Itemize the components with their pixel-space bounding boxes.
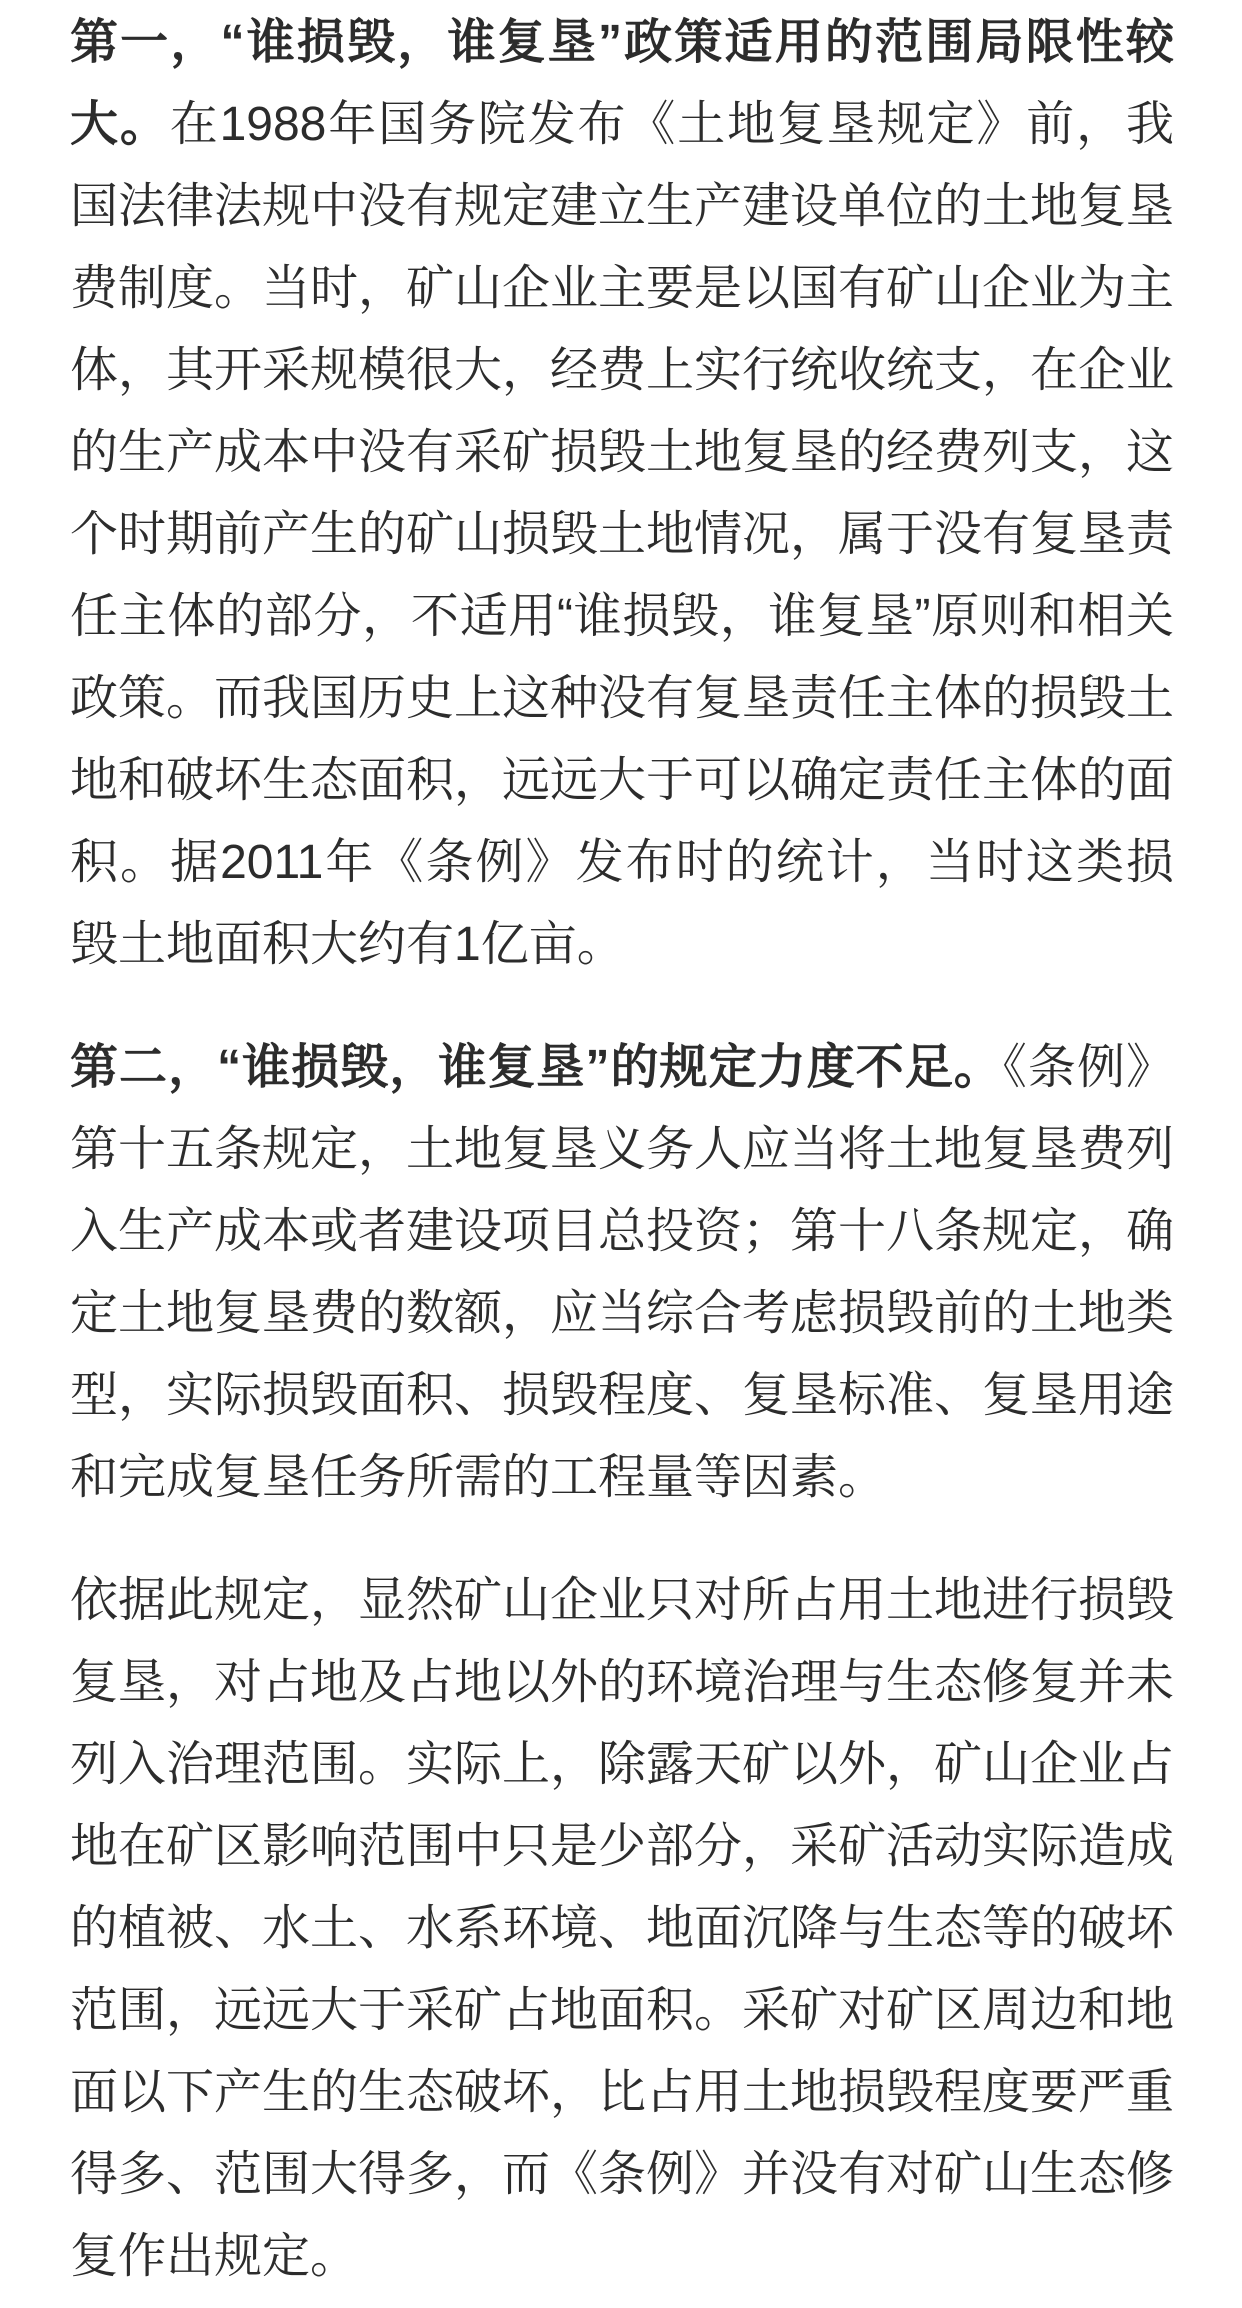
paragraph-analysis-text: 依据此规定，显然矿山企业只对所占用土地进行损毁复垦，对占地及占地以外的环境治理与生态修复并未列入治理范围。实际上，除露天矿以外，矿山企业占地在矿区影响范围中只是少部分，采矿活动实际造成的植被、水土、水系环境、地面沉降与生态等的破坏范围，远远大于采矿占地面积。采矿对矿区周边和地面以下产生的生态破坏，比占用土地损毁程度要严重得多、范围大得多，而《条例》并没有对矿山生态修复作出规定。: [70, 1574, 1175, 2283]
paragraph-point-two-text: 《条例》第十五条规定，土地复垦义务人应当将土地复垦费列入生产成本或者建设项目总投资；第十八条规定，确定土地复垦费的数额，应当综合考虑损毁前的土地类型，实际损毁面积、损毁程度、复垦标准、复垦用途和完成复垦任务所需的工程量等因素。: [70, 1041, 1175, 1504]
paragraph-point-one-lead: 第一，“谁损毁，谁复垦”政策适用的范围局限性较大。: [70, 16, 1174, 151]
paragraph-point-one-text: 在1988年国务院发布《土地复垦规定》前，我国法律法规中没有规定建立生产建设单位的土地复垦费制度。当时，矿山企业主要是以国有矿山企业为主体，其开采规模很大，经费上实行统收统支，在企业的生产成本中没有采矿损毁土地复垦的经费列支，这个时期前产生的矿山损毁土地情况，属于没有复垦责任主体的部分，不适用“谁损毁，谁复垦”原则和相关政策。而我国历史上这种没有复垦责任主体的损毁土地和破坏生态面积，远远大于可以确定责任主体的面积。据2011年《条例》发布时的统计，当时这类损毁土地面积大约有1亿亩。: [70, 98, 1175, 971]
paragraph-point-one: [70, 2, 1174, 986]
paragraph-analysis: [70, 1560, 1174, 2298]
paragraph-point-two: [70, 1027, 1174, 1519]
paragraph-point-two-lead: 第二，“谁损毁，谁复垦”的规定力度不足。: [70, 1041, 1003, 1094]
